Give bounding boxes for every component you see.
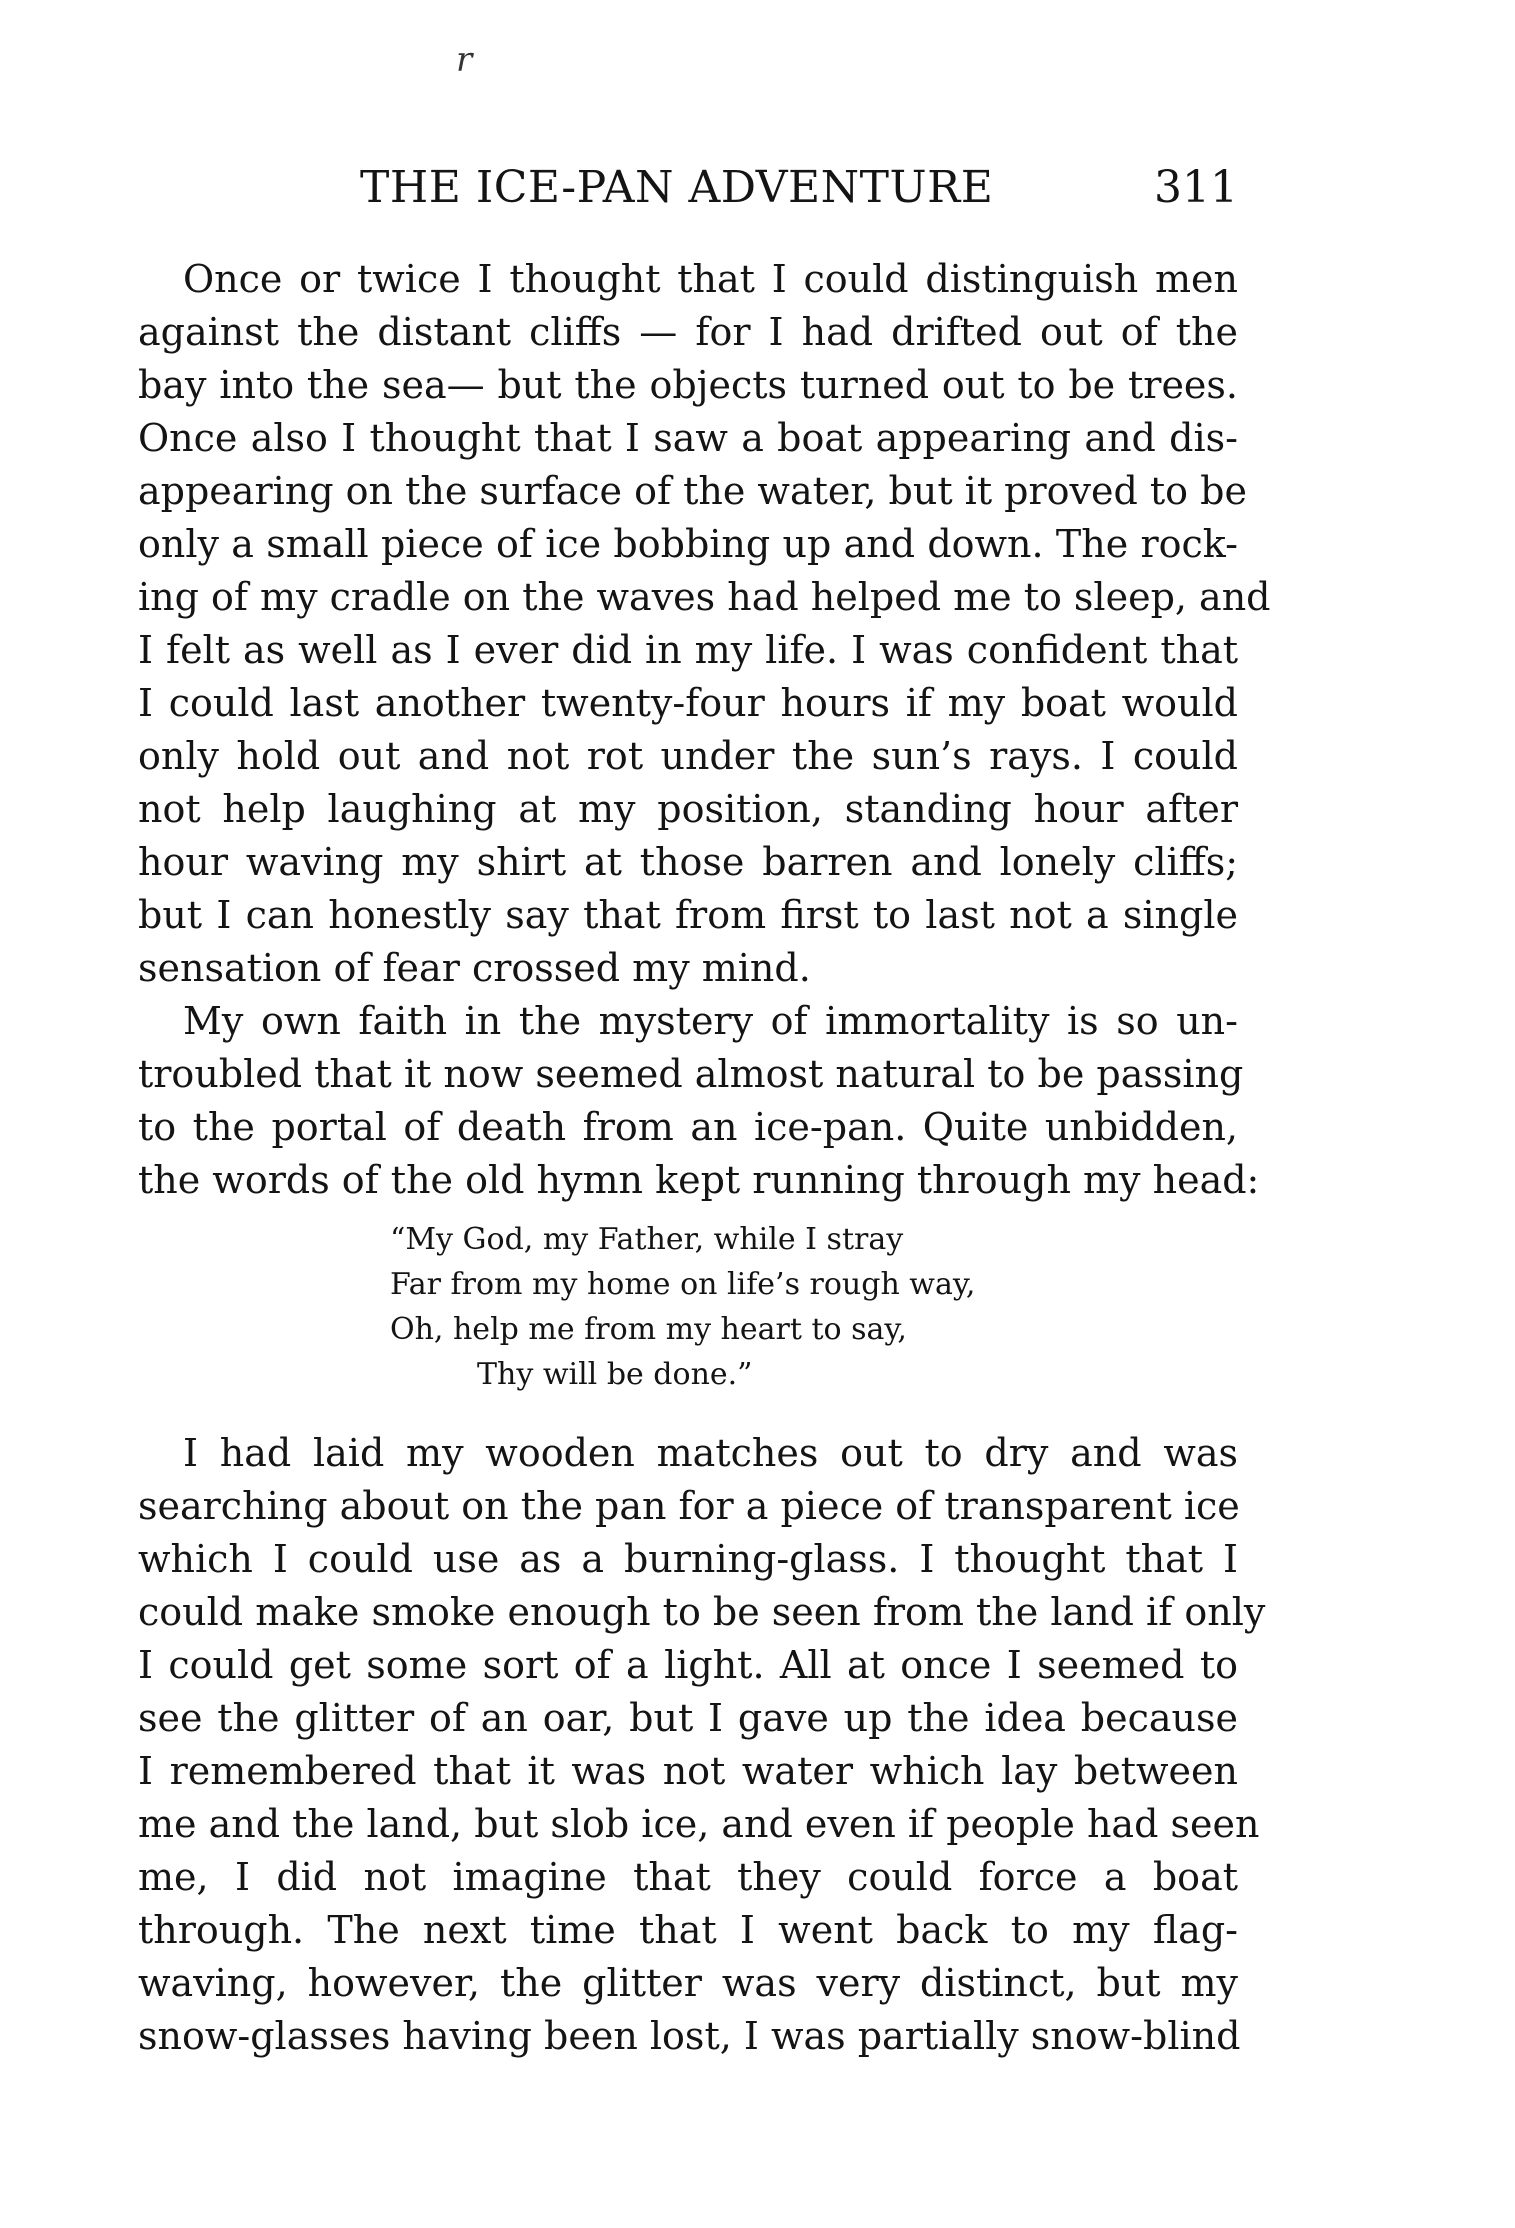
- body-text: [138, 253, 1271, 2063]
- hymn-line: “My God, my Father, while I stray: [390, 1222, 904, 1257]
- text-line: not help laughing at my position, standing hour after: [138, 787, 1238, 831]
- text-line: I could last another twenty-four hours if my boat would: [138, 681, 1238, 725]
- text-line: bay into the sea— but the objects turned out to be trees.: [138, 363, 1238, 407]
- text-line: appearing on the surface of the water, but it proved to be: [138, 469, 1247, 513]
- text-line: sensation of fear crossed my mind.: [138, 946, 811, 990]
- text-line: hour waving my shirt at those barren and lonely cliffs;: [138, 840, 1238, 884]
- stray-mark: r: [456, 40, 473, 80]
- hymn-quote: [390, 1217, 1238, 1397]
- page-header: [138, 162, 1238, 222]
- text-line: snow-glasses having been lost, I was partially snow-blind: [138, 2014, 1241, 2058]
- text-line: I had laid my wooden matches out to dry and was: [183, 1431, 1238, 1475]
- text-line: against the distant cliffs — for I had drifted out of the: [138, 310, 1238, 354]
- text-line: the words of the old hymn kept running through my head:: [138, 1158, 1260, 1202]
- paragraph-3: [138, 1427, 1266, 2063]
- text-line: me, I did not imagine that they could force a boat: [138, 1855, 1238, 1899]
- hymn-line: Thy will be done.”: [477, 1357, 753, 1392]
- text-line: could make smoke enough to be seen from the land if only: [138, 1590, 1266, 1634]
- hymn-line: Far from my home on life’s rough way,: [390, 1267, 976, 1302]
- text-line: only a small piece of ice bobbing up and down. The rock-: [138, 522, 1238, 566]
- text-line: ing of my cradle on the waves had helped me to sleep, and: [138, 575, 1271, 619]
- text-line: see the glitter of an oar, but I gave up the idea because: [138, 1696, 1238, 1740]
- text-line: Once also I thought that I saw a boat appearing and dis-: [138, 416, 1238, 460]
- paragraph-2: [138, 995, 1260, 1207]
- hymn-line: Oh, help me from my heart to say,: [390, 1312, 907, 1347]
- text-line: me and the land, but slob ice, and even if people had seen: [138, 1802, 1260, 1846]
- text-line: searching about on the pan for a piece of transparent ice: [138, 1484, 1240, 1528]
- running-head: THE ICE-PAN ADVENTURE: [360, 162, 994, 213]
- text-line: I remembered that it was not water which lay between: [138, 1749, 1238, 1793]
- text-line: which I could use as a burning-glass. I thought that I: [138, 1537, 1238, 1581]
- text-line: to the portal of death from an ice-pan. Quite unbidden,: [138, 1105, 1238, 1149]
- text-line: waving, however, the glitter was very distinct, but my: [138, 1961, 1238, 2005]
- text-line: I could get some sort of a light. All at once I seemed to: [138, 1643, 1238, 1687]
- text-line: troubled that it now seemed almost natural to be passing: [138, 1052, 1244, 1096]
- text-line: I felt as well as I ever did in my life. I was confident that: [138, 628, 1238, 672]
- text-line: Once or twice I thought that I could distinguish men: [183, 257, 1238, 301]
- text-line: but I can honestly say that from first to last not a single: [138, 893, 1238, 937]
- text-line: My own faith in the mystery of immortality is so un-: [183, 999, 1238, 1043]
- text-line: through. The next time that I went back to my flag-: [138, 1908, 1238, 1952]
- text-line: only hold out and not rot under the sun’s rays. I could: [138, 734, 1238, 778]
- paragraph-1: [138, 253, 1271, 995]
- page-number: 311: [1154, 162, 1238, 213]
